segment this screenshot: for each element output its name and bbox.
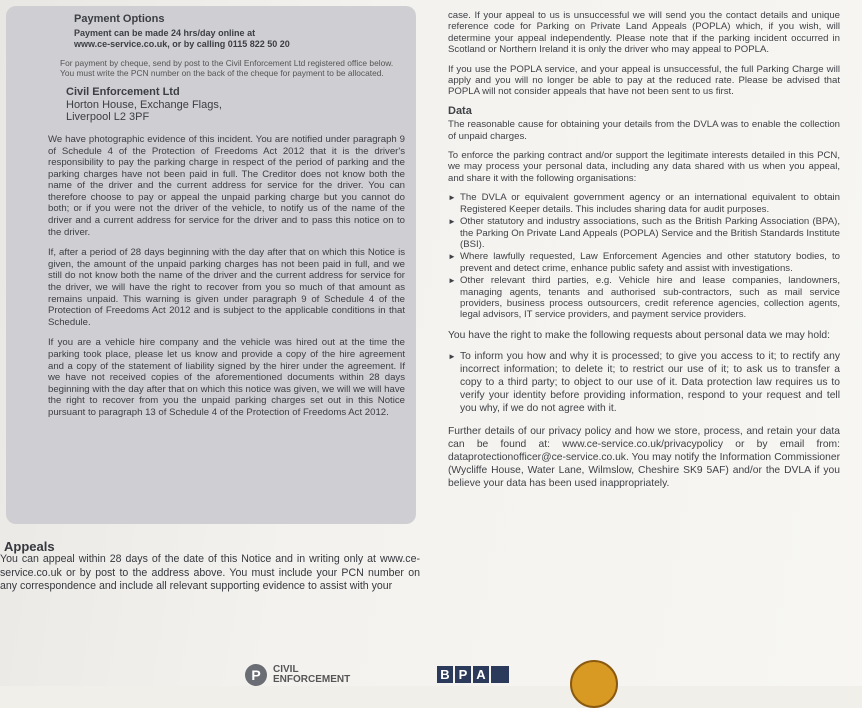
data-heading: Data — [448, 104, 472, 117]
payment-online-line2: www.ce-service.co.uk, or by calling 0115 822 50 20 — [74, 38, 290, 49]
list-item — [448, 251, 840, 274]
bullet-arrow-icon: ► — [448, 351, 456, 361]
bullet-arrow-icon: ► — [448, 193, 456, 203]
payment-heading: Payment Options — [74, 13, 165, 25]
rights-intro: You have the right to make the following requests about personal data we may hold: — [448, 329, 830, 341]
footer-logos — [0, 660, 862, 686]
left-column — [48, 13, 405, 428]
bpa-letter: A — [473, 666, 489, 683]
list-item-text: The DVLA or equivalent government agency or an international equivalent to obtain Registered Keeper details. This includes sharing data for audit purposes. — [460, 192, 840, 215]
rights-list-item — [448, 350, 840, 415]
list-item-text: Other statutory and industry associations, such as the British Parking Association (BPA), the Parking On Private Land Appeals (POPLA) Service and the British Standards Institute (BSI). — [460, 216, 840, 250]
appeals-heading: Appeals — [4, 539, 55, 554]
address-line1: Horton House, Exchange Flags, — [66, 98, 222, 111]
appeals-section — [0, 540, 420, 593]
privacy-paragraph: Further details of our privacy policy and how we store, process, and retain your data can be found at: www.ce-service.co.uk/privacypolicy or by email from: dataprotectionofficer@ce-service.co.uk. You may notify the Information Commissioner (Wycliffe House, Water Lane, Wilmslow, Cheshire SK9 5AF) and/or the DVLA if you believe your data has been used inappropriately. — [448, 425, 840, 489]
approved-operator-badge-icon — [570, 660, 618, 708]
rights-section — [448, 329, 840, 490]
ce-logo-line1: CIVIL — [273, 664, 299, 675]
hire-company-paragraph: If you are a vehicle hire company and the vehicle was hired out at the time the parking took place, please let us know and provide a copy of the hire agreement and a copy of the statement of liability signed by the hirer under the agreement. If we have not received copies of the aforementioned documents within 28 days beginning with the day after that on which this notice was given, we will we will have the right to recover from you the unpaid parking charges set out in this Notice pursuant to paragraph 13 of Schedule 4 of the Protection of Freedoms Act 2012. — [48, 337, 405, 418]
bpa-swoosh-icon — [491, 666, 509, 683]
address-block — [66, 86, 405, 124]
right-column — [448, 10, 840, 498]
data-paragraph-2: To enforce the parking contract and/or support the legitimate interests detailed in this PCN, we may process your personal data, including any data shared with us when you appeal, and share it with the following organisations: — [448, 150, 840, 184]
organisations-list — [448, 192, 840, 320]
warning-paragraph: If, after a period of 28 days beginning with the day after that on which this Notice is given, the amount of the unpaid parking charges has not been paid in full, and we still do not know both the name of the driver and the current address for service for the driver, we will have the right to recover from you so much of that amount as remains unpaid. This warning is given under paragraph 9 of Schedule 4 of the Protection of Freedoms Act 2012 and is subject to the applicable conditions in that Schedule. — [48, 247, 405, 328]
bullet-arrow-icon: ► — [448, 276, 456, 286]
payment-cheque-text: For payment by cheque, send by post to the Civil Enforcement Ltd registered office below. You must write the PCN number on the back of the cheque for payment to be allocated. — [60, 57, 394, 78]
popla-paragraph-2: If you use the POPLA service, and your appeal is unsuccessful, the full Parking Charge will apply and you will no longer be able to pay at the reduced rate. Please be advised that POPLA will not consider appeals that have not been sent to us first. — [448, 63, 840, 98]
appeals-body: You can appeal within 28 days of the date of this Notice and in writing only at www.ce-service.co.uk or by post to the address above. You must include your PCN number on any correspondence and include all relevant supporting evidence to assist with your — [0, 553, 420, 592]
popla-paragraph-1: case. If your appeal to us is unsuccessful we will send you the contact details and unique reference code for Parking on Private Land Appeals (POPLA) which, if you wish, will determine your appeal independently. Please note that if the parking incident occurred in Scotland or Northern Ireland it is only the driver who may appeal to POPLA. — [448, 10, 840, 56]
bullet-arrow-icon: ► — [448, 217, 456, 227]
bpa-logo — [437, 666, 509, 683]
list-item — [448, 216, 840, 250]
list-item — [448, 192, 840, 215]
list-item-text: Other relevant third parties, e.g. Vehicle hire and lease companies, landowners, managing agents, tenants and authorised sub-contractors, such as mail service providers, business process outsourcers, credit reference agencies, collection agents, legal advisors, IT service providers, and payment service providers. — [460, 275, 840, 321]
rights-list-item-text: To inform you how and why it is processed; to give you access to it; to rectify any incorrect information; to delete it; to restrict our use of it; to ask us to transfer a copy to a third party; to object to our use of it. Data protection law requires us to verify your identity before providing information, respond to your request and tell you why, if we do not agree with it. — [460, 350, 840, 414]
data-paragraph-1: The reasonable cause for obtaining your details from the DVLA was to enable the collection of unpaid charges. — [448, 119, 840, 142]
evidence-paragraph: We have photographic evidence of this incident. You are notified under paragraph 9 of Schedule 4 of the Protection of Freedoms Act 2012 that it is the driver's responsibility to pay the parking charge in respect of the period of parking and the parking charges have not been paid in full. The Creditor does not know both the name of the driver and the current address for service for the driver. You can therefore choose to pay or appeal the unpaid parking charge but you cannot do both; or if you were not the driver of the vehicle, to notify us of the name of the driver and a current address for service for the driver and to pass this notice on to the driver. — [48, 133, 405, 238]
bullet-arrow-icon: ► — [448, 252, 456, 262]
payment-online-line1: Payment can be made 24 hrs/day online at — [74, 27, 256, 38]
address-line2: Liverpool L2 3PF — [66, 111, 150, 124]
civil-enforcement-logo — [245, 664, 350, 686]
address-org: Civil Enforcement Ltd — [66, 86, 180, 99]
ce-logo-text — [273, 665, 350, 685]
list-item-text: Where lawfully requested, Law Enforcement Agencies and other statutory bodies, to prevent and detect crime, enhance public safety and assist with investigations. — [460, 251, 840, 274]
list-item — [448, 275, 840, 321]
bpa-letter: B — [437, 666, 453, 683]
ce-logo-line2: ENFORCEMENT — [273, 674, 351, 685]
bpa-letter: P — [455, 666, 471, 683]
ce-logo-icon: P — [245, 664, 267, 686]
payment-online-text — [74, 28, 405, 50]
